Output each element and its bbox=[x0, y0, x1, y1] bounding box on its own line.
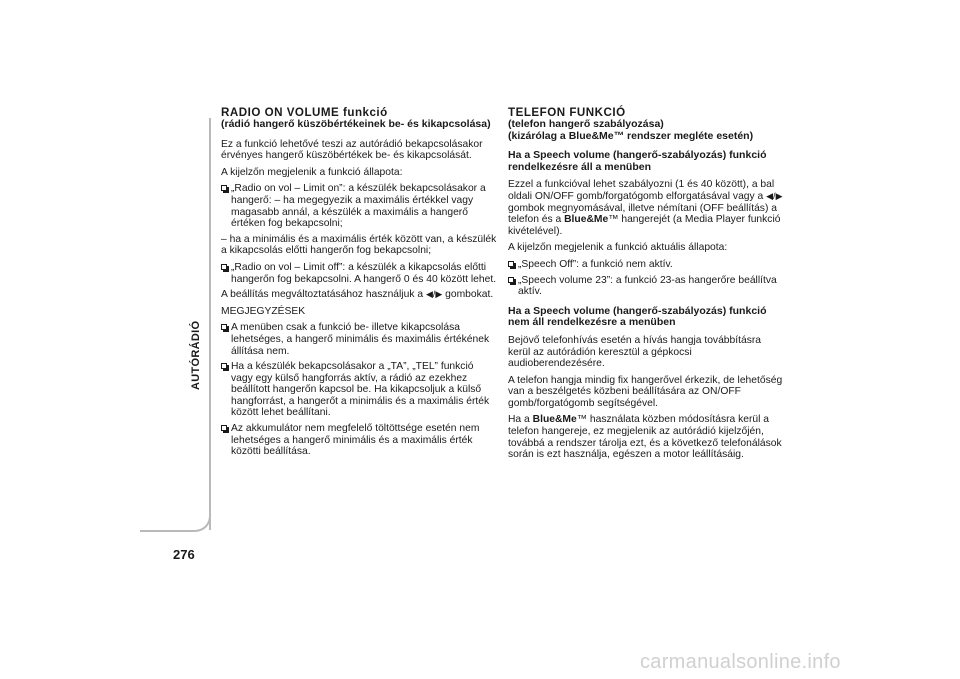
list-item bbox=[508, 275, 785, 298]
arrow-buttons-icon: ◀/▶ bbox=[425, 289, 443, 300]
list-item-text: „Speech Off”: a funkció nem aktív. bbox=[518, 258, 673, 270]
paragraph: A kijelzőn megjelenik a funkció aktuális állapota: bbox=[508, 242, 728, 254]
radio-on-volume-title: RADIO ON VOLUME funkció bbox=[221, 106, 388, 119]
telefon-subtitle: (telefon hangerő szabályozása) bbox=[508, 118, 664, 130]
right-column bbox=[508, 107, 785, 466]
paragraph bbox=[508, 414, 785, 460]
list-item-text: „Radio on vol – Limit off”: a készülék a kikapcsolás előtti hangerőn fog bekapcsolni. A hangerő 0 és 40 között lehet. bbox=[231, 261, 497, 285]
paragraph bbox=[508, 179, 785, 237]
list-item bbox=[221, 262, 498, 285]
list-item bbox=[221, 322, 498, 357]
notes-label: MEGJEGYZÉSEK bbox=[221, 305, 306, 317]
paragraph: Bejövő telefonhívás esetén a hívás hangja továbbításra kerül az autórádión keresztül a gépkocsi audioberendezésére. bbox=[508, 334, 762, 370]
paragraph: A telefon hangja mindig fix hangerővel érkezik, de lehetőség van a beszélgetés közbeni beállítására az ON/OFF gomb/forgatógomb segítségével. bbox=[508, 374, 783, 409]
paragraph: Ez a funkció lehetővé teszi az autórádió bekapcsolásakor érvényes hangerő küszöbértékek be- és kikapcsolását. bbox=[221, 138, 483, 162]
paragraph: – ha a minimális és a maximális érték között van, a készülék a kikapcsolás előtti hangerőn fog bekapcsolni; bbox=[221, 233, 497, 257]
left-column bbox=[221, 107, 498, 462]
brand-name: Blue&Me bbox=[564, 214, 609, 226]
list-item-text: „Radio on vol – Limit on”: a készülék bekapcsolásakor a hangerő: – ha megegyezik a maximális értékkel vagy magasabb annál, a készülék a maximális a hangerő értéken fog bekapcsolni; bbox=[231, 183, 486, 230]
list-item-text: Az akkumulátor nem megfelelő töltöttsége esetén nem lehetséges a hangerő minimális és a maximális érték közötti beállítása. bbox=[231, 423, 480, 458]
section-tab-label: AUTÓRÁDIÓ bbox=[190, 320, 202, 390]
list-item bbox=[221, 361, 498, 419]
arrow-buttons-icon: ◀/▶ bbox=[766, 190, 783, 201]
list-item bbox=[221, 183, 498, 229]
paragraph-text: gombok megnyomásával, illetve némítani (OFF beállítás) a telefon és a bbox=[508, 202, 777, 226]
list-item bbox=[221, 423, 498, 458]
paragraph: A kijelzőn megjelenik a funkció állapota: bbox=[221, 166, 403, 178]
checkbox-bullet-icon bbox=[508, 261, 514, 267]
paragraph-text: A beállítás megváltoztatásához használjuk a bbox=[221, 289, 424, 301]
sidebar-rule-curve bbox=[140, 516, 211, 532]
list-item-text: Ha a készülék bekapcsolásakor a „TA”, „TEL” funkció vagy egy külső hangforrás aktív, a rádió az ezekhez beállított hangerőn kapcsol be. Ha kikapcsoljuk a külső hangforrást, a hangerőt a minimális és a maximális érték között lehet beállítani. bbox=[231, 361, 490, 419]
checkbox-bullet-icon bbox=[221, 363, 227, 369]
list-item-text: A menüben csak a funkció be- illetve kikapcsolása lehetséges, a hangerő minimális és maximális értékének állítása nem. bbox=[231, 322, 490, 357]
paragraph-text: ™ hangerejét (a Media Player funkció kivételével). bbox=[508, 214, 781, 237]
list-item-text: „Speech volume 23”: a funkció 23-as hangerőre beállítva aktív. bbox=[518, 274, 777, 298]
watermark: carmanualsonline.info bbox=[640, 651, 841, 673]
section-heading: Ha a Speech volume (hangerő-szabályozás) funkció rendelkezésre áll a menüben bbox=[508, 149, 767, 173]
list-item bbox=[508, 259, 785, 271]
telefon-funkcio-title: TELEFON FUNKCIÓ bbox=[508, 106, 626, 119]
checkbox-bullet-icon bbox=[221, 264, 227, 270]
checkbox-bullet-icon bbox=[221, 185, 227, 191]
section-heading: Ha a Speech volume (hangerő-szabályozás) funkció nem áll rendelkezésre a menüben bbox=[508, 304, 767, 329]
checkbox-bullet-icon bbox=[221, 425, 227, 431]
checkbox-bullet-icon bbox=[508, 277, 514, 283]
checkbox-bullet-icon bbox=[221, 324, 227, 330]
brand-name: Blue&Me bbox=[532, 414, 577, 426]
telefon-subtitle: (kizárólag a Blue&Me™ rendszer megléte esetén) bbox=[508, 129, 754, 142]
sidebar-rule bbox=[209, 118, 211, 530]
paragraph-text: gombokat. bbox=[445, 289, 494, 301]
paragraph bbox=[221, 289, 498, 301]
paragraph-text: ™ használata közben módosításra kerül a telefon hangereje, ez megjelenik az autórádió kijelzőjén, továbbá a rendszer tárolja ezt, és a következő telefonálások során is ezt használja, egészen a motor leállításáig. bbox=[508, 414, 782, 461]
page-number: 276 bbox=[173, 547, 195, 562]
paragraph-text: Ezzel a funkcióval lehet szabályozni (1 és 40 között), a bal oldali ON/OFF gomb/forgatógomb elforgatásával vagy a bbox=[508, 179, 775, 202]
paragraph-text: Ha a bbox=[508, 414, 530, 426]
radio-on-volume-subtitle: (rádió hangerő küszöbértékeinek be- és kikapcsolása) bbox=[221, 118, 491, 130]
